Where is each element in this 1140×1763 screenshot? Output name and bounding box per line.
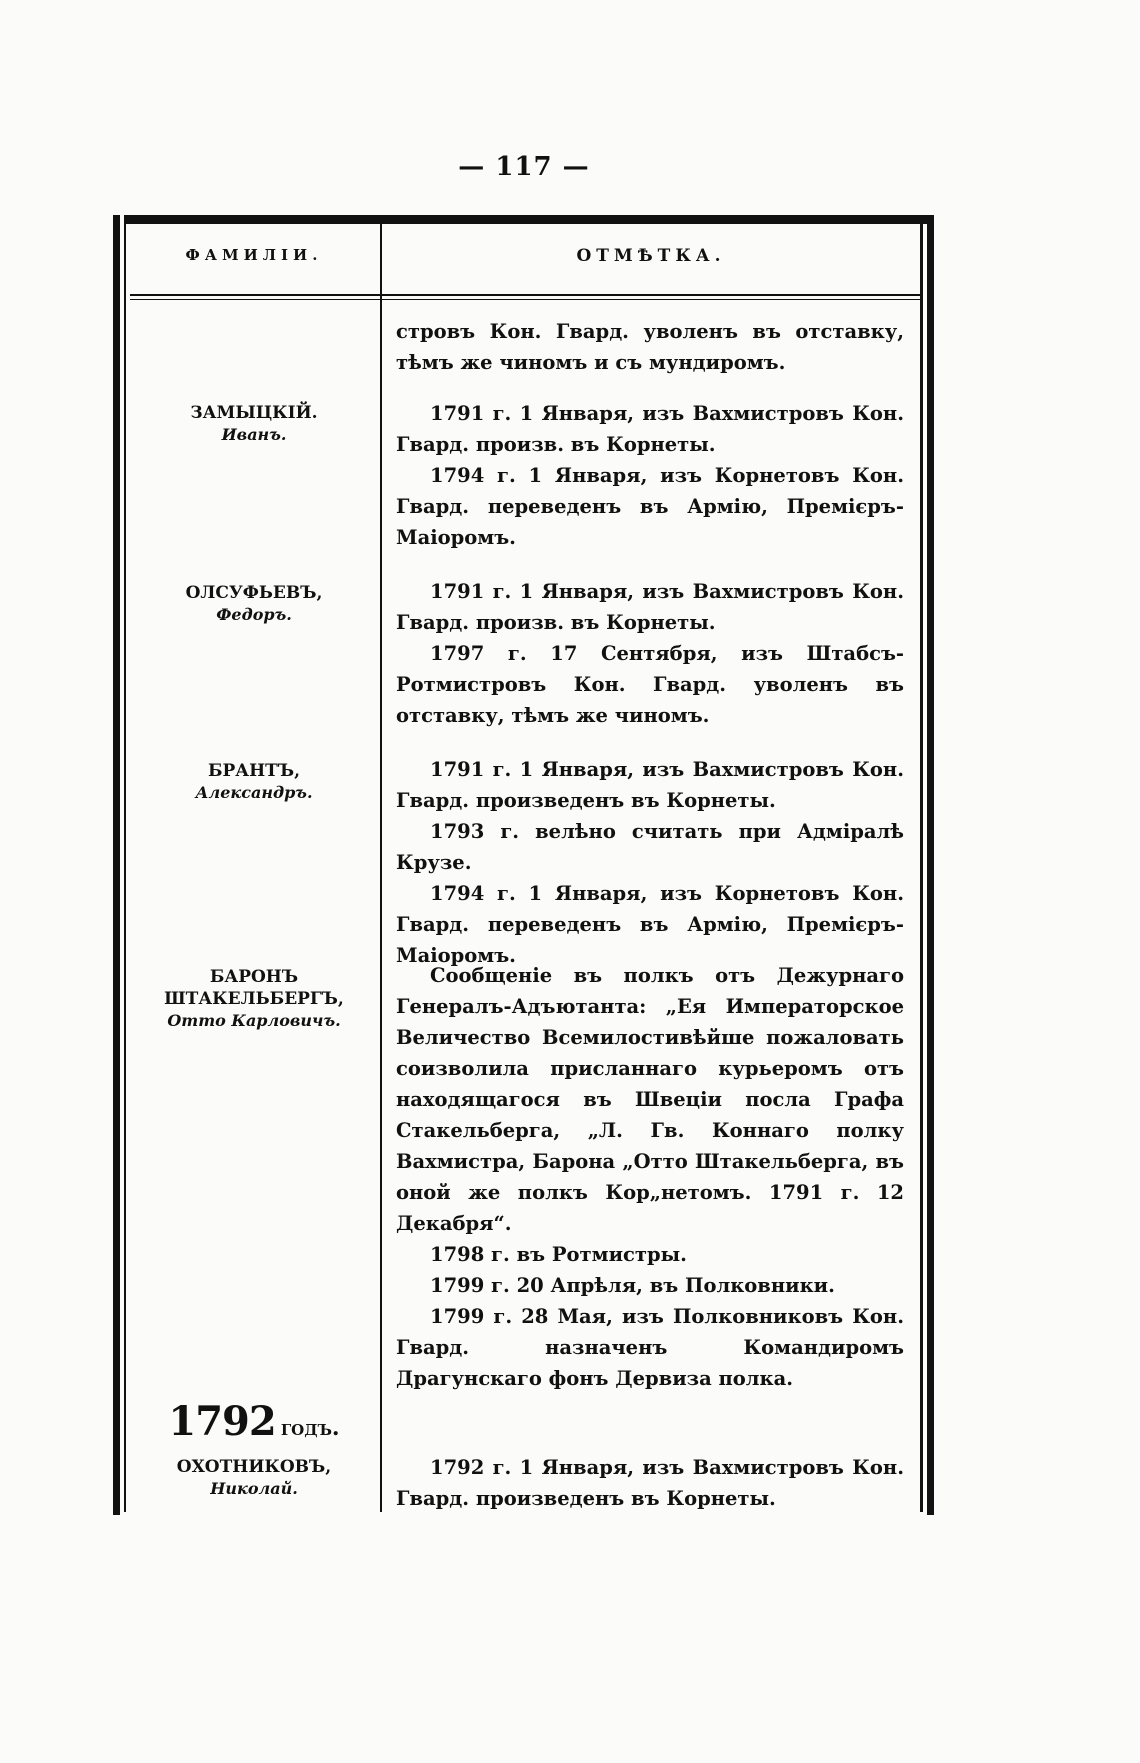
note-paragraph: 1798 г. въ Ротмистры. bbox=[430, 1243, 687, 1266]
header-rule-thin bbox=[130, 299, 920, 300]
given-name: Николай. bbox=[210, 1479, 298, 1498]
entry-notes-zamytsky bbox=[396, 398, 904, 553]
surname: ЗАМЫЦКІЙ. bbox=[190, 403, 318, 423]
header-rule bbox=[130, 294, 920, 296]
entry-notes-shtakelberg bbox=[396, 960, 904, 1394]
note-paragraph: 1794 г. 1 Января, изъ Корнетовъ Кон. Гвард. переведенъ въ Армію, Премієръ-Маіоромъ. bbox=[396, 464, 904, 549]
note-paragraph: 1791 г. 1 Января, изъ Вахмистровъ Кон. Гвард. произведенъ въ Корнеты. bbox=[396, 758, 904, 812]
entry-notes-brant bbox=[396, 754, 904, 971]
note-paragraph: Сообщеніе въ полкъ отъ Дежурнаго Генералъ-Адъютанта: „Ея Императорское Величество Всемилостивѣйше пожаловать соизволила присланнаго курьеромъ отъ находящагося въ Швеціи посла Графа Стакельберга, „Л. Гв. Коннаго полку Вахмистра, Барона „Отто Штакельберга, въ оной же полкъ Кор„нетомъ. 1791 г. 12 Декабря“. bbox=[396, 964, 904, 1235]
entry-name-okhotnikov bbox=[130, 1456, 378, 1500]
surname: БАРОНЪ ШТАКЕЛЬБЕРГЪ, bbox=[164, 967, 344, 1009]
surname: ОХОТНИКОВЪ, bbox=[176, 1457, 332, 1477]
note-paragraph: 1791 г. 1 Января, изъ Вахмистровъ Кон. Гвард. произв. въ Корнеты. bbox=[396, 580, 904, 634]
given-name: Александръ. bbox=[195, 783, 313, 802]
note-paragraph: 1791 г. 1 Января, изъ Вахмистровъ Кон. Гвард. произв. въ Корнеты. bbox=[396, 402, 904, 456]
note-paragraph: 1799 г. 28 Мая, изъ Полковниковъ Кон. Гвард. назначенъ Командиромъ Драгунскаго фонъ Дервиза полка. bbox=[396, 1305, 904, 1390]
given-name: Федоръ. bbox=[216, 605, 292, 624]
entry-name-brant bbox=[130, 760, 378, 804]
frame-left-rule bbox=[113, 215, 120, 1515]
note-paragraph: 1799 г. 20 Апрѣля, въ Полковники. bbox=[430, 1274, 835, 1297]
frame-left-inner-rule bbox=[124, 222, 126, 1512]
frame-right-inner-rule bbox=[920, 222, 923, 1512]
column-header-names: ФАМИЛІИ. bbox=[185, 246, 323, 264]
year-heading bbox=[130, 1398, 378, 1445]
entry-name-zamytsky bbox=[130, 402, 378, 446]
note-paragraph: 1793 г. велѣно считать при Адміралѣ Крузе. bbox=[396, 820, 904, 874]
note-paragraph: 1792 г. 1 Января, изъ Вахмистровъ Кон. Гвард. произведенъ въ Корнеты. bbox=[396, 1456, 904, 1510]
entry-name-shtakelberg bbox=[130, 966, 378, 1032]
note-paragraph: стровъ Кон. Гвард. уволенъ въ отставку, тѣмъ же чиномъ и съ мундиромъ. bbox=[396, 320, 904, 374]
note-paragraph: 1794 г. 1 Января, изъ Корнетовъ Кон. Гвард. переведенъ въ Армію, Премієръ-Маіоромъ. bbox=[396, 882, 904, 967]
given-name: Иванъ. bbox=[221, 425, 287, 444]
year-word: годъ. bbox=[280, 1415, 340, 1441]
entry-notes-okhotnikov bbox=[396, 1452, 904, 1514]
frame-right-rule bbox=[927, 215, 934, 1515]
year-number: 1792 bbox=[168, 1398, 276, 1445]
given-name: Отто Карловичъ. bbox=[167, 1011, 341, 1030]
entry-name-olsufiev bbox=[130, 582, 378, 626]
continuation-note bbox=[396, 316, 904, 378]
column-header-notes: ОТМѢТКА. bbox=[576, 246, 726, 266]
frame-top-rule bbox=[124, 215, 934, 224]
column-divider bbox=[380, 224, 382, 1512]
entry-notes-olsufiev bbox=[396, 576, 904, 731]
page-number: — 117 — bbox=[458, 152, 590, 182]
surname: ОЛСУФЬЕВЪ, bbox=[185, 583, 323, 603]
surname: БРАНТЪ, bbox=[207, 761, 301, 781]
note-paragraph: 1797 г. 17 Сентября, изъ Штабсъ-Ротмистровъ Кон. Гвард. уволенъ въ отставку, тѣмъ же чиномъ. bbox=[396, 642, 904, 727]
